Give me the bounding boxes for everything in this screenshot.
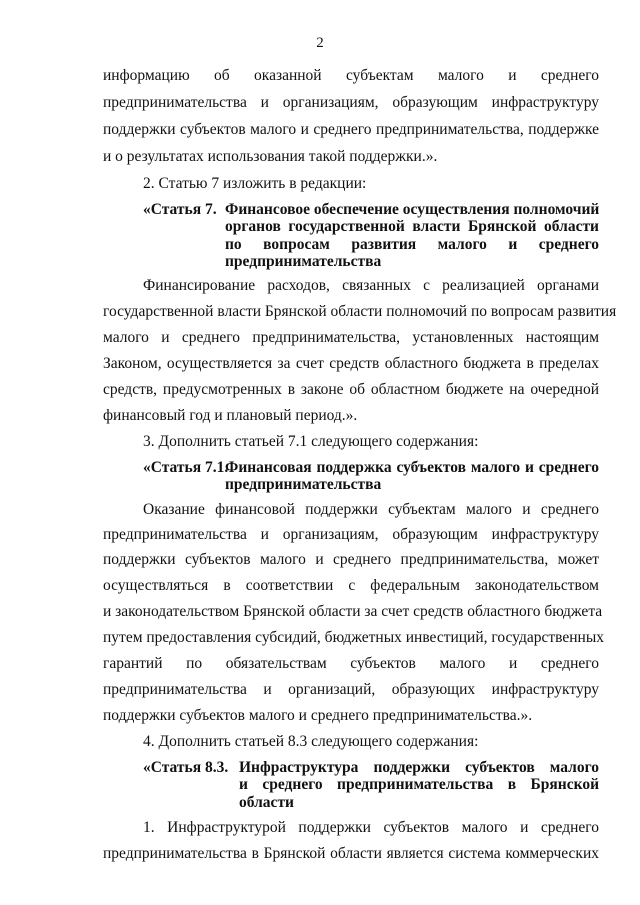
paragraph-2-line: государственной власти Брянской области полномочий по вопросам развития (103, 303, 617, 320)
article-7-1-title-line: Финансовая поддержка субъектов малого и среднего (225, 459, 599, 476)
paragraph-3-line: Оказание финансовой поддержки субъектам малого и среднего (143, 501, 599, 518)
article-8-3-title-line: области (239, 794, 294, 811)
paragraph-3-line: гарантий по обязательствам субъектов малого и среднего (103, 655, 599, 672)
article-7-title-line: Финансовое обеспечение осуществления полномочий (225, 201, 600, 218)
paragraph-3-line: поддержки субъектов малого и среднего предпринимательства.». (103, 707, 533, 724)
article-7-title-line: органов государственной власти Брянской области (225, 218, 599, 235)
item-3-text: 3. Дополнить статьей 7.1 следующего содержания: (143, 433, 479, 450)
paragraph-2-line: Законом, осуществляется за счет средств областного бюджета в пределах (103, 355, 599, 372)
paragraph-4-line: предпринимательства в Брянской области является система коммерческих (103, 845, 599, 862)
paragraph-1-line: информацию об оказанной субъектам малого и среднего (103, 67, 599, 84)
article-7-title-line: по вопросам развития малого и среднего (225, 236, 599, 253)
paragraph-1-line: и о результатах использования такой поддержки.». (103, 148, 438, 165)
article-7-1-label: «Статья 7.1. (143, 459, 229, 476)
paragraph-4-line: 1. Инфраструктурой поддержки субъектов малого и среднего (143, 819, 599, 836)
page-number: 2 (316, 35, 324, 51)
paragraph-3-line: предпринимательства и организаций, образующих инфраструктуру (103, 681, 599, 698)
paragraph-3-line: и законодательством Брянской области за счет средств областного бюджета (103, 603, 603, 620)
paragraph-2-line: финансовый год и плановый период.». (103, 407, 358, 424)
article-7-label: «Статья 7. (143, 201, 217, 218)
paragraph-3-line: путем предоставления субсидий, бюджетных инвестиций, государственных (103, 629, 604, 646)
paragraph-3-line: осуществляться в соответствии с федеральным законодательством (103, 577, 599, 594)
paragraph-3-line: поддержки субъектов малого и среднего предпринимательства, может (103, 551, 599, 568)
article-8-3-title-line: Инфраструктура поддержки субъектов малого (239, 759, 599, 776)
item-4-text: 4. Дополнить статьей 8.3 следующего содержания: (143, 733, 479, 750)
paragraph-1-line: поддержки субъектов малого и среднего предпринимательства, поддержке (103, 121, 599, 138)
article-7-title-line: предпринимательства (225, 253, 382, 270)
paragraph-2-line: малого и среднего предпринимательства, установленных настоящим (103, 329, 599, 346)
paragraph-3-line: предпринимательства и организациям, образующим инфраструктуру (103, 526, 599, 543)
item-2-text: 2. Статью 7 изложить в редакции: (143, 175, 367, 192)
article-8-3-label: «Статья 8.3. (143, 759, 229, 776)
paragraph-2-line: Финансирование расходов, связанных с реализацией органами (143, 277, 599, 294)
article-7-1-title-line: предпринимательства (225, 476, 382, 493)
paragraph-1-line: предпринимательства и организациям, образующим инфраструктуру (103, 94, 599, 111)
paragraph-2-line: средств, предусмотренных в законе об областном бюджете на очередной (103, 381, 599, 398)
article-8-3-title-line: и среднего предпринимательства в Брянской (239, 776, 599, 793)
